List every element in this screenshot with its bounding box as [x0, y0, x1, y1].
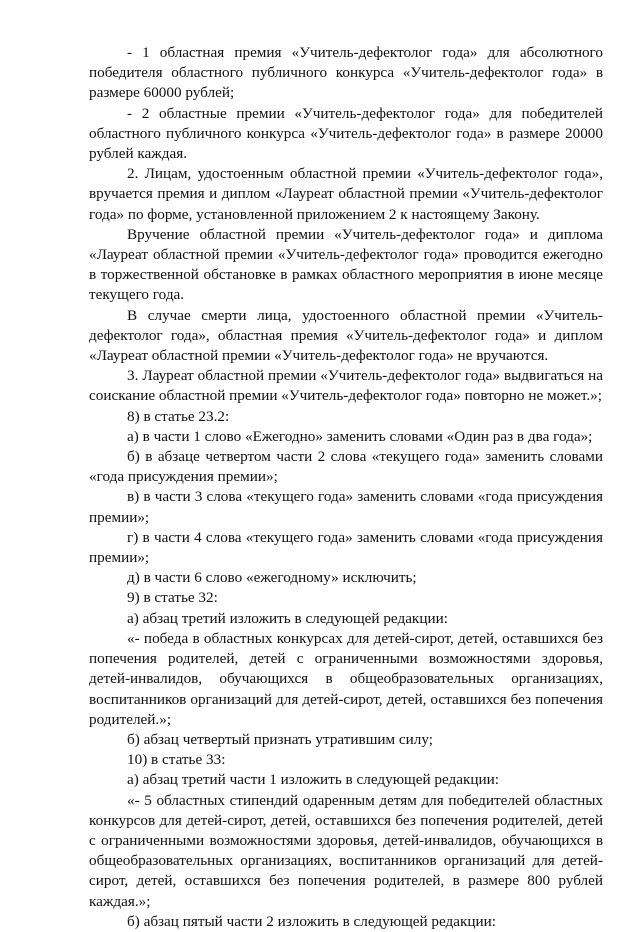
paragraph-32-a: а) абзац третий изложить в следующей редакции: [127, 609, 448, 627]
paragraph-death-case: В случае смерти лица, удостоенного областной премии «Учитель-дефектолог года», областная премия «Учитель-дефектолог года» и диплом «Лауреат областной премии «Учитель-дефектолог года» не вручаются. [89, 306, 603, 365]
paragraph-32-a-text: «- победа в областных конкурсах для детей-сирот, детей, оставшихся без попечения родителей, детей с ограниченными возможностями здоровья, детей-инвалидов, обучающихся в общеобразовательных организациях, воспитанников организаций для детей-сирот, детей, оставшихся без попечения родителей.»; [89, 629, 603, 728]
paragraph-23-2-g: г) в части 4 слова «текущего года» заменить словами «года присуждения премии»; [89, 528, 603, 567]
paragraph-article-23-2: 8) в статье 23.2: [127, 407, 230, 425]
paragraph-23-2-a: а) в части 1 слово «Ежегодно» заменить словами «Один раз в два года»; [127, 427, 593, 445]
paragraph-33-b: б) абзац пятый части 2 изложить в следующей редакции: [127, 912, 497, 930]
paragraph-23-2-v: в) в части 3 слова «текущего года» заменить словами «года присуждения премии»; [89, 488, 603, 526]
paragraph-award-ceremony: Вручение областной премии «Учитель-дефектолог года» и диплома «Лауреат областной премии «Учитель-дефектолог года» проводится ежегодно в торжественной обстановке в рамках областного мероприятия в июне месяце текущего года. [89, 225, 603, 304]
paragraph-prize-winners: - 2 областные премии «Учитель-дефектолог года» для победителей областного публичного конкурса «Учитель-дефектолог года» в размере 20000 рублей каждая. [89, 104, 603, 163]
paragraph-32-b: б) абзац четвертый признать утратившим силу; [127, 730, 433, 748]
document-page [89, 43, 603, 932]
paragraph-33-a-text: «- 5 областных стипендий одаренным детям для победителей областных конкурсов для детей-сирот, детей, оставшихся без попечения родителей, детей с ограниченными возможностями здоровья, детей-инвалидов, обучающихся в общеобразовательных организациях, воспитанников организаций для детей-сирот, детей, оставшихся без попечения родителей, в размере 800 рублей каждая.»; [89, 791, 603, 910]
paragraph-repeat-nomination: 3. Лауреат областной премии «Учитель-дефектолог года» выдвигаться на соискание областной премии «Учитель-дефектолог года» повторно не может.»; [89, 367, 603, 405]
paragraph-23-2-b: б) в абзаце четвертом части 2 слова «текущего года» заменить словами «года присуждения премии»; [89, 448, 603, 486]
paragraph-33-a: а) абзац третий части 1 изложить в следующей редакции: [127, 771, 499, 789]
paragraph-article-32: 9) в статье 32: [127, 589, 218, 607]
paragraph-diploma: 2. Лицам, удостоенным областной премии «Учитель-дефектолог года», вручается премия и диплом «Лауреат областной премии «Учитель-дефектолог года» по форме, установленной приложением 2 к настоящему Закону. [89, 165, 603, 223]
paragraph-23-2-d: д) в части 6 слово «ежегодному» исключить; [127, 569, 417, 587]
paragraph-article-33: 10) в статье 33: [127, 751, 226, 769]
paragraph-prize-absolute-winner: - 1 областная премия «Учитель-дефектолог года» для абсолютного победителя областного публичного конкурса «Учитель-дефектолог года» в размере 60000 рублей; [89, 44, 603, 102]
